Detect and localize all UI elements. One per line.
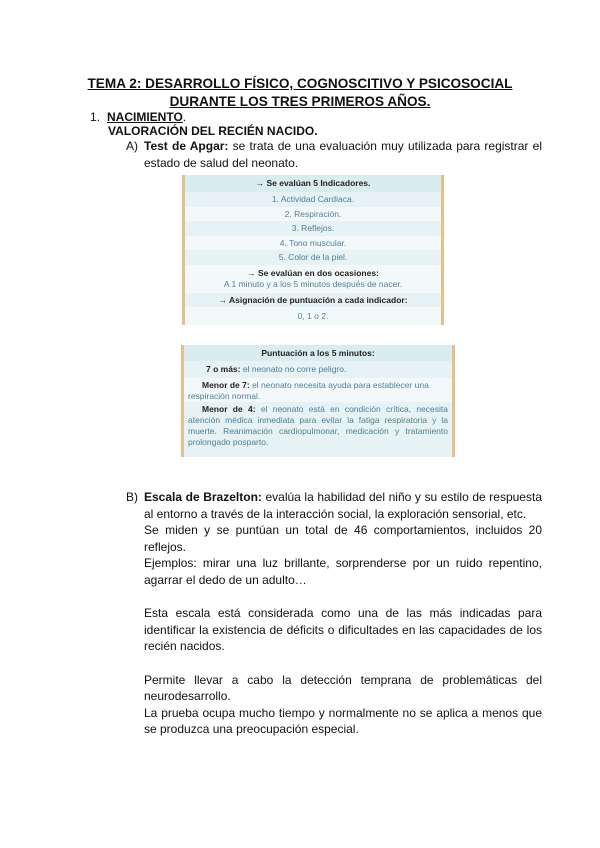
table-row: 0, 1 o 2. <box>185 307 441 325</box>
section-label: NACIMIENTO <box>107 110 183 124</box>
item-term: Test de Apgar: <box>144 139 229 153</box>
table-row <box>184 378 452 402</box>
apgar-scores-table <box>181 345 455 457</box>
table-row: 3. Reflejos. <box>185 221 441 236</box>
score-text: el neonato necesita ayuda para establecer una respiración normal. <box>188 380 429 401</box>
paragraph: La prueba ocupa mucho tiempo y normalmente no se aplica a menos que se produzca una preocupación especial. <box>144 705 542 736</box>
item-brazelton-body <box>144 489 542 738</box>
score-label: Menor de 7: <box>202 380 250 390</box>
table-cell: A 1 minuto y a los 5 minutos después de nacer. <box>223 279 403 289</box>
score-label: Menor de 4: <box>202 404 256 414</box>
table-subheader: → Asignación de puntuación a cada indicador: <box>185 293 441 307</box>
table-row <box>184 402 452 457</box>
paragraph: Se miden y se puntúan un total de 46 comportamientos, incluidos 20 reflejos. <box>144 523 542 554</box>
table-subheader: → Se evalúan en dos ocasiones: <box>247 268 379 278</box>
table-header: → Se evalúan 5 Indicadores. <box>185 175 441 192</box>
paragraph: Ejemplos: mirar una luz brillante, sorprenderse por un ruido repentino, agarrar el dedo de un adulto… <box>144 556 542 587</box>
table-row: 5. Color de la piel. <box>185 250 441 265</box>
title-line-2: DURANTE LOS TRES PRIMEROS AÑOS. <box>169 94 431 109</box>
paragraph: Esta escala está considerada como una de las más indicadas para identificar la existencia de déficits o dificultades en las capacidades de los recién nacidos. <box>144 606 542 653</box>
item-letter: B) <box>126 490 138 504</box>
score-text: el neonato está en condición crítica, necesita atención médica inmediata para evitar la fatiga respiratoria y la muerte. Reanimación cardiopulmonar, medicación y tratamiento prolongado posparto. <box>188 404 448 447</box>
item-term: Escala de Brazelton: <box>144 490 262 504</box>
paragraph: Permite llevar a cabo la detección temprana de problemáticas del neurodesarrollo. <box>144 672 542 703</box>
table-row: 2. Respiración. <box>185 207 441 221</box>
title-line-1: TEMA 2: DESARROLLO FÍSICO, COGNOSCITIVO Y PSICOSOCIAL <box>87 76 513 91</box>
section-period: . <box>182 110 187 124</box>
item-letter: A) <box>126 139 138 153</box>
document-title <box>60 75 540 111</box>
table-header: Puntuación a los 5 minutos: <box>184 345 452 361</box>
paragraph-text: evalúa la habilidad del niño y su estilo de respuesta al entorno a través de la interacción social, la exploración sensorial, etc. <box>144 490 542 521</box>
section-heading <box>90 110 186 125</box>
paragraph <box>144 489 542 522</box>
apgar-indicators-table <box>182 175 444 325</box>
score-label: 7 o más: <box>206 364 241 374</box>
table-row <box>184 361 452 378</box>
section-number: 1. <box>90 110 101 124</box>
item-apgar-body <box>144 138 542 171</box>
score-text: el neonato no corre peligro. <box>240 364 347 374</box>
table-row: 1. Actividad Cardiaca. <box>185 192 441 207</box>
subsection-heading: VALORACIÓN DEL RECIÉN NACIDO. <box>108 124 318 138</box>
item-text: se trata de una evaluación muy utilizada para registrar el estado de salud del neonato. <box>144 139 542 170</box>
table-row <box>185 265 441 293</box>
table-row: 4. Tono muscular. <box>185 236 441 250</box>
